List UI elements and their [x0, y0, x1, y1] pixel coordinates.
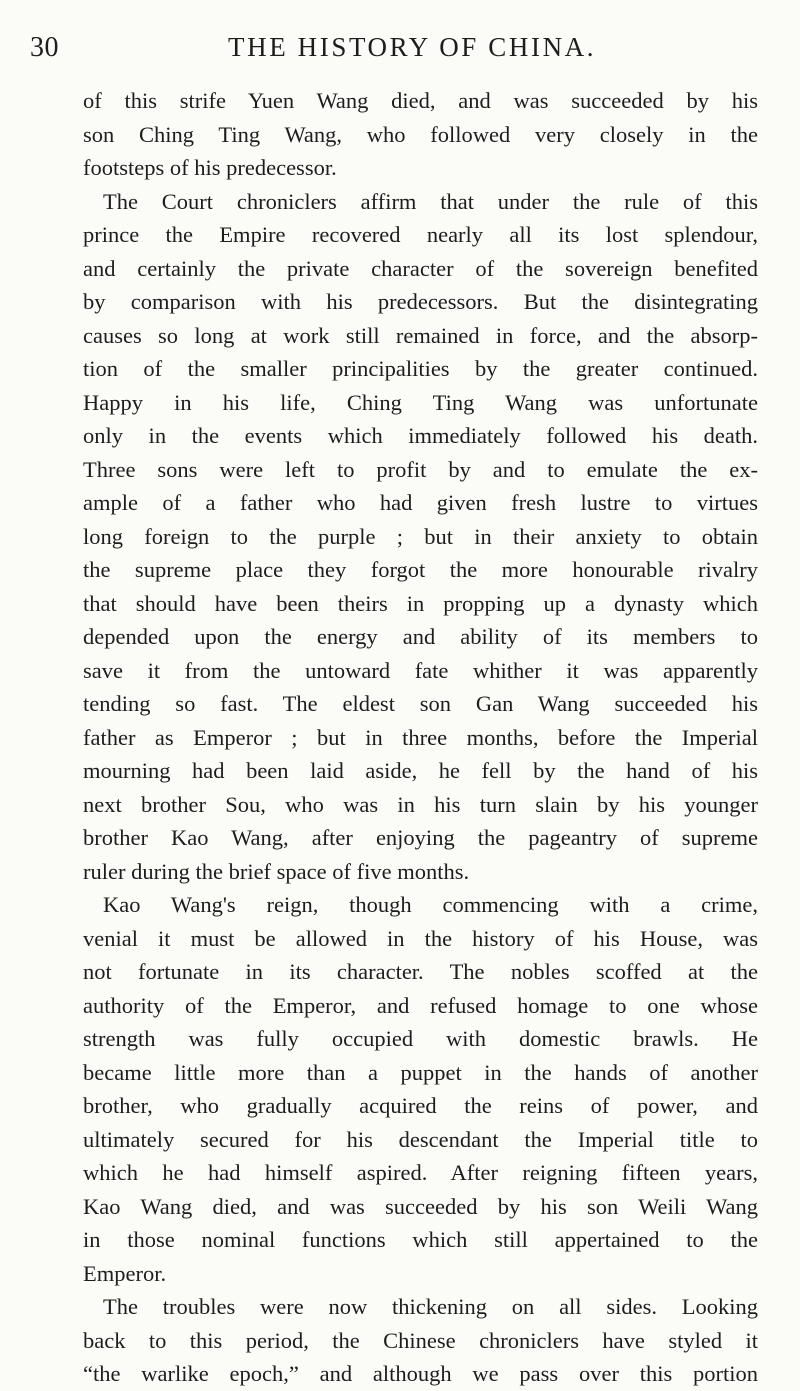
text-line: The troubles were now thickening on all sides. Looking	[103, 1294, 758, 1319]
text-line: that should have been theirs in propping up a dynasty which	[83, 590, 758, 616]
text-line: and certainly the private character of the sovereign benefited	[83, 255, 758, 281]
text-line: by comparison with his predecessors. But the disintegrating	[83, 289, 758, 314]
text-line: next brother Sou, who was in his turn slain by his younger	[83, 791, 758, 817]
text-line: depended upon the energy and ability of its members to	[83, 624, 758, 649]
text-line: of this strife Yuen Wang died, and was succeeded by his	[83, 88, 758, 113]
text-line: strength was fully occupied with domestic brawls. He	[83, 1026, 758, 1051]
text-line: Happy in his life, Ching Ting Wang was unfortunate	[83, 389, 758, 415]
text-line: “the warlike epoch,” and although we pass over this portion	[83, 1361, 758, 1386]
text-line: causes so long at work still remained in force, and the absorp-	[83, 322, 758, 348]
text-line: Emperor.	[83, 1260, 167, 1286]
text-line: in those nominal functions which still appertained to the	[83, 1227, 758, 1252]
text-line: only in the events which immediately followed his death.	[83, 423, 758, 448]
text-line: Kao Wang's reign, though commencing with a crime,	[103, 892, 758, 917]
text-line: prince the Empire recovered nearly all its lost splendour,	[83, 222, 758, 247]
text-line: The Court chroniclers affirm that under the rule of this	[103, 188, 758, 214]
text-line: brother, who gradually acquired the reins of power, and	[83, 1093, 758, 1118]
text-line: son Ching Ting Wang, who followed very closely in the	[83, 121, 758, 147]
text-line: ample of a father who had given fresh lustre to virtues	[83, 490, 758, 515]
text-line: tion of the smaller principalities by the greater continued.	[83, 356, 758, 381]
text-line: mourning had been laid aside, he fell by the hand of his	[83, 758, 758, 783]
text-line: tending so fast. The eldest son Gan Wang succeeded his	[83, 691, 758, 716]
text-line: father as Emperor ; but in three months, before the Imperial	[83, 724, 758, 750]
text-line: Kao Wang died, and was succeeded by his son Weili Wang	[83, 1193, 758, 1219]
page-number: 30	[30, 32, 59, 63]
body-text	[83, 84, 758, 1391]
text-line: the supreme place they forgot the more honourable rivalry	[83, 557, 758, 582]
text-line: ultimately secured for his descendant the Imperial title to	[83, 1126, 758, 1152]
running-header	[0, 30, 800, 70]
text-line: brother Kao Wang, after enjoying the pageantry of supreme	[83, 825, 758, 850]
text-line: footsteps of his predecessor.	[83, 155, 337, 180]
text-line: long foreign to the purple ; but in their anxiety to obtain	[83, 523, 758, 549]
text-line: Three sons were left to profit by and to emulate the ex-	[83, 456, 758, 482]
text-line: venial it must be allowed in the history of his House, was	[83, 925, 758, 951]
text-line: save it from the untoward fate whither it was apparently	[83, 657, 758, 683]
text-line: back to this period, the Chinese chroniclers have styled it	[83, 1327, 758, 1353]
running-title: THE HISTORY OF CHINA.	[228, 32, 597, 62]
text-line: ruler during the brief space of five months.	[83, 858, 470, 884]
text-line: authority of the Emperor, and refused homage to one whose	[83, 992, 758, 1018]
text-line: which he had himself aspired. After reigning fifteen years,	[83, 1160, 758, 1185]
text-line: became little more than a puppet in the hands of another	[83, 1059, 758, 1085]
text-line: not fortunate in its character. The nobles scoffed at the	[83, 959, 758, 984]
